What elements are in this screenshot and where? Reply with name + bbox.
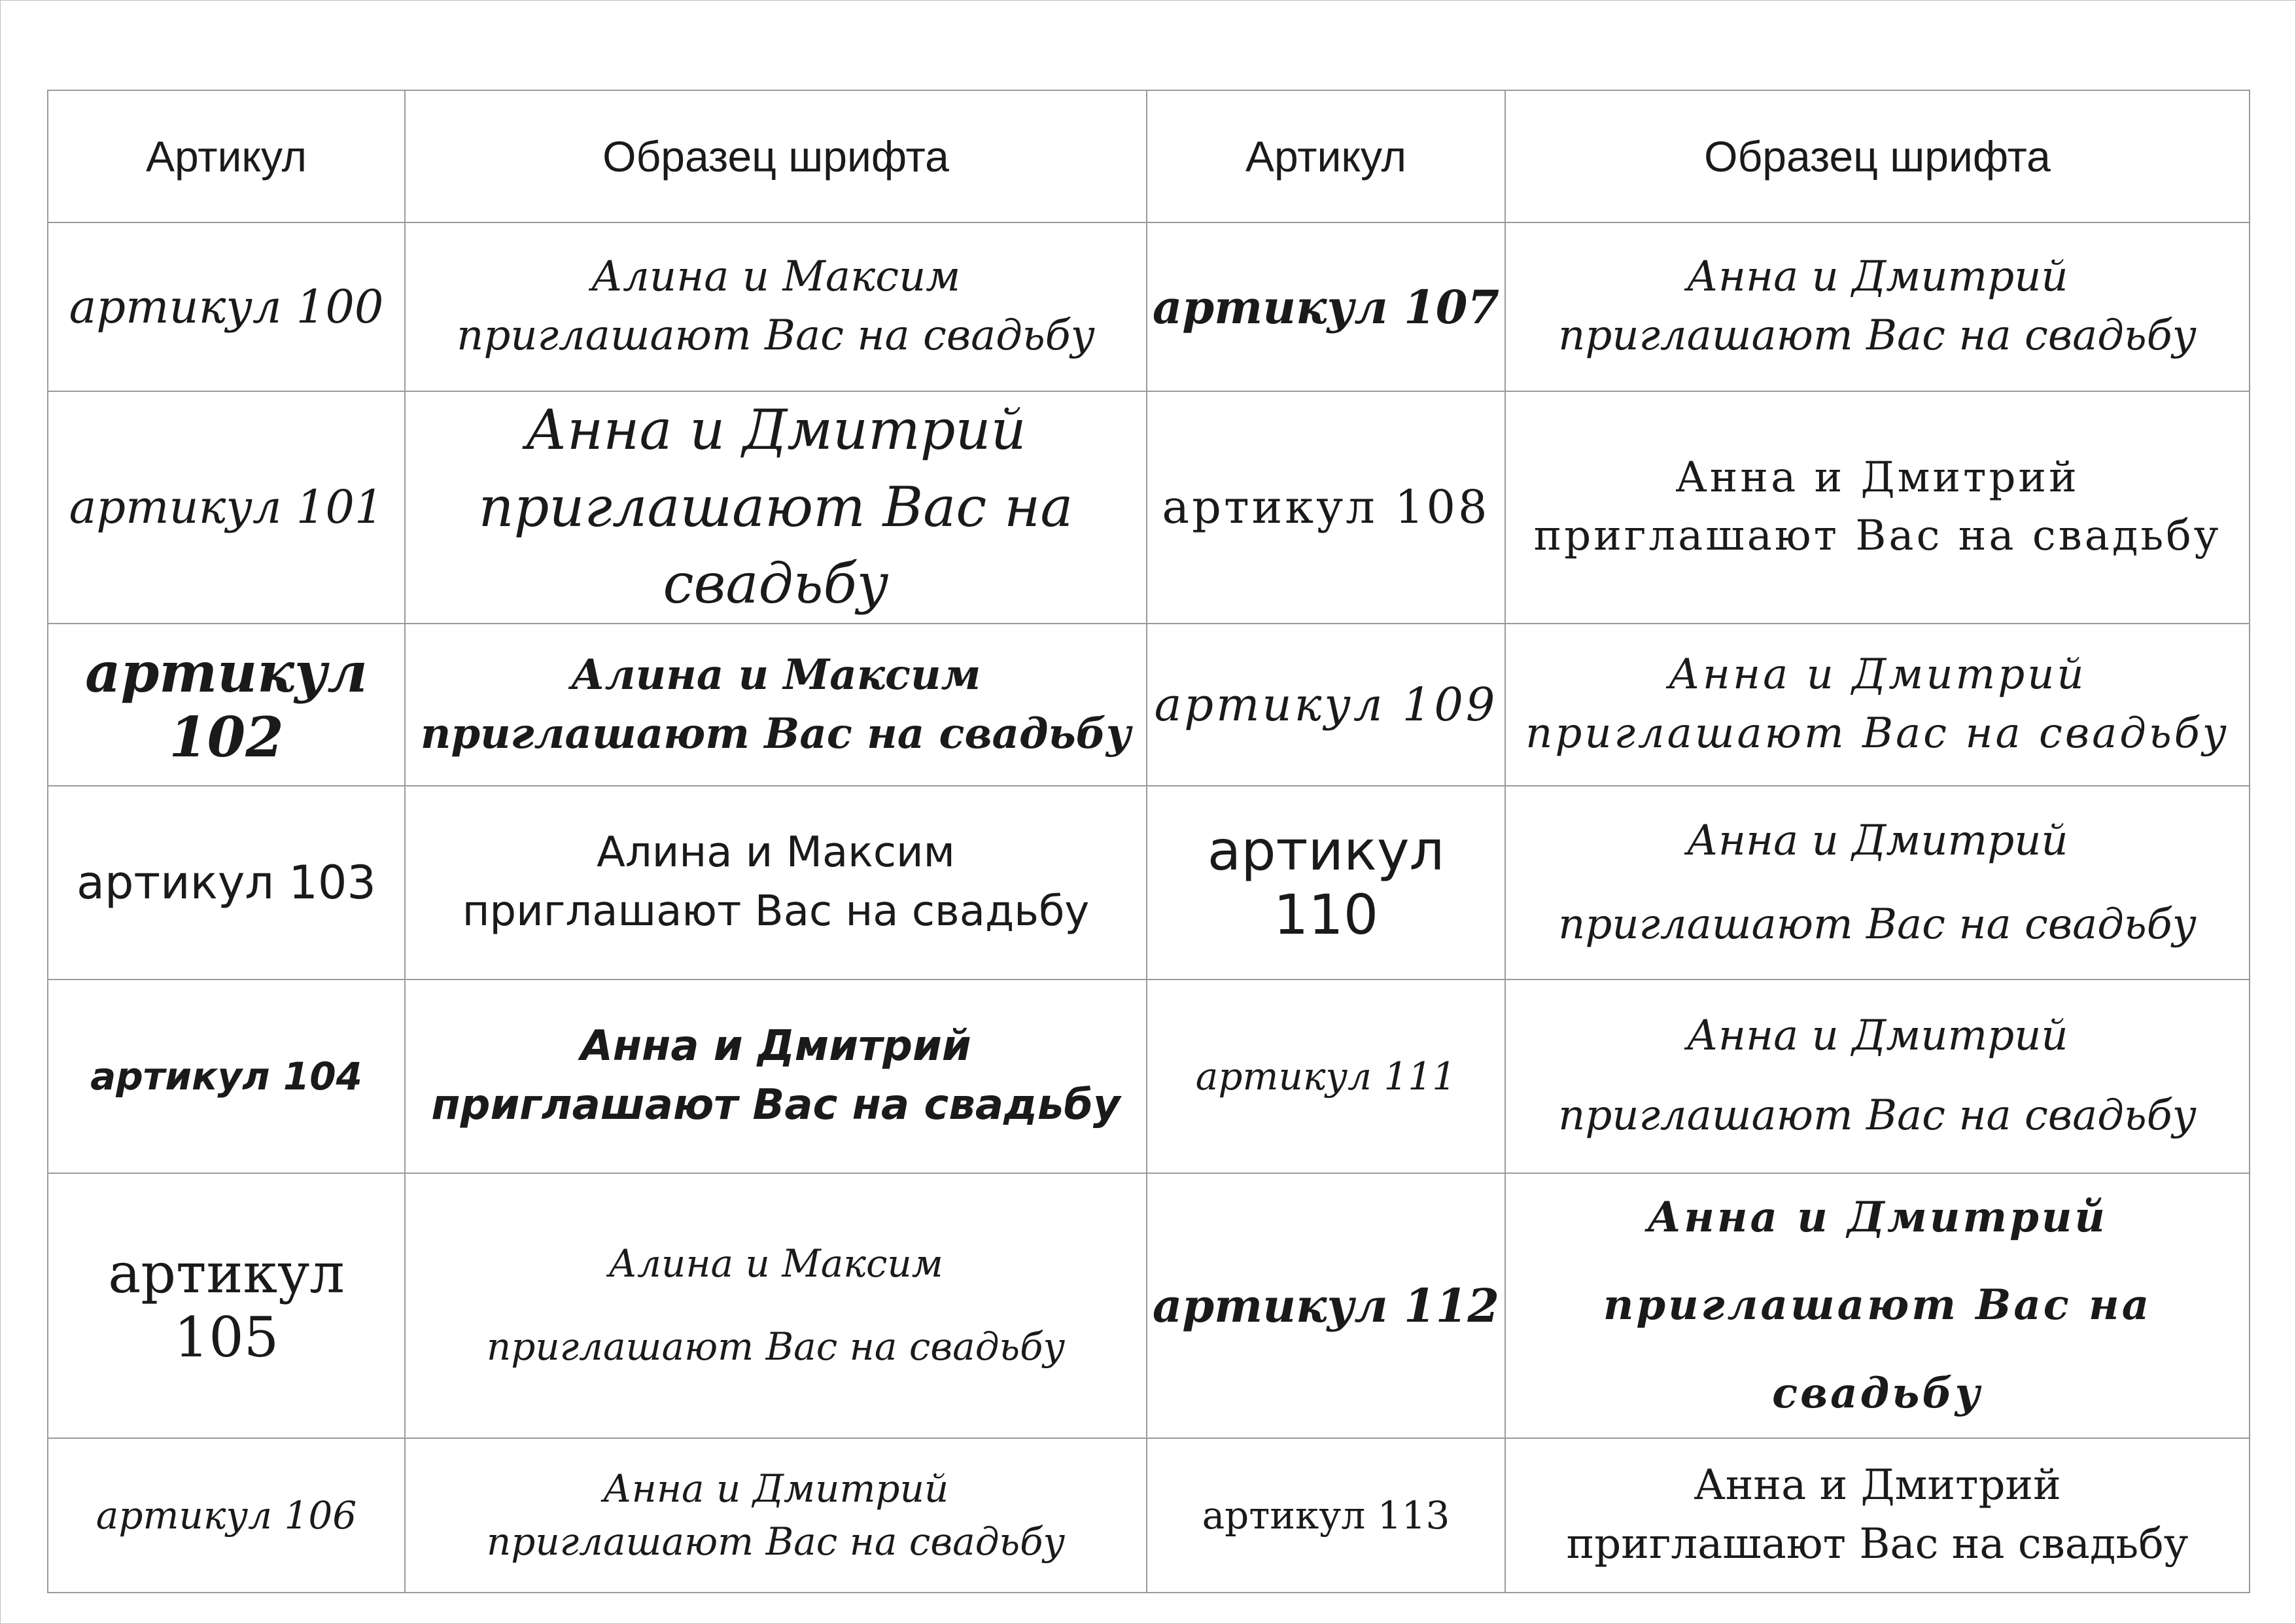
table-row	[48, 624, 2250, 786]
sample-line-2: приглашают Вас на свадьбу	[1603, 1280, 2152, 1418]
sample-line-1: Анна и Дмитрий	[1686, 816, 2068, 865]
code-cell: артикул 105	[48, 1173, 405, 1438]
table-row	[48, 786, 2250, 980]
sample-line-1: Анна и Дмитрий	[580, 1022, 971, 1071]
sample-line-1: Анна и Дмитрий	[1686, 253, 2068, 302]
sample-line-1: Алина и Максим	[597, 828, 955, 877]
sample-line-2: приглашают Вас на свадьбу	[462, 887, 1090, 936]
sample-cell	[405, 1173, 1147, 1438]
table-row	[48, 980, 2250, 1173]
sample-line-2: приглашают Вас на свадьбу	[486, 1324, 1066, 1369]
code-cell: артикул 111	[1147, 980, 1505, 1173]
sample-line-1: Анна и Дмитрий	[1694, 1461, 2061, 1510]
sample-line-2: приглашают Вас на свадьбу	[1558, 900, 2197, 949]
sample-cell	[1505, 624, 2250, 786]
code-cell: артикул 104	[48, 980, 405, 1173]
sample-cell	[405, 1438, 1147, 1593]
sample-line-1: Анна и Дмитрий	[1675, 453, 2079, 502]
header-sample-right: Образец шрифта	[1505, 90, 2250, 222]
code-cell: артикул 101	[48, 391, 405, 624]
header-sample-left: Образец шрифта	[405, 90, 1147, 222]
sample-line-2: приглашают Вас на свадьбу	[1558, 1091, 2197, 1140]
code-cell: артикул 113	[1147, 1438, 1505, 1593]
code-cell: артикул 106	[48, 1438, 405, 1593]
sample-cell	[1505, 980, 2250, 1173]
sample-line-1: Анна и Дмитрий	[602, 1466, 949, 1511]
sample-cell	[1505, 1173, 2250, 1438]
sample-line-2: приглашают Вас на свадьбу	[1533, 512, 2221, 561]
code-cell: артикул 110	[1147, 786, 1505, 980]
sample-line-2: приглашают Вас на свадьбу	[1558, 311, 2197, 360]
code-cell: артикул 108	[1147, 391, 1505, 624]
code-cell: артикул 100	[48, 222, 405, 391]
sample-line-2: приглашают Вас на свадьбу	[1566, 1519, 2189, 1568]
sample-line-1: Анна и Дмитрий	[1647, 1192, 2108, 1242]
sample-cell	[1505, 786, 2250, 980]
sample-line-1: Алина и Максим	[570, 650, 981, 700]
sample-cell	[1505, 1438, 2250, 1593]
sample-cell	[405, 980, 1147, 1173]
sample-cell	[405, 786, 1147, 980]
sample-cell	[1505, 391, 2250, 624]
sample-cell	[405, 391, 1147, 624]
table-row	[48, 222, 2250, 391]
sample-line-1: Алина и Максим	[608, 1241, 943, 1286]
sample-line-1: Алина и Максим	[591, 253, 961, 302]
sample-cell	[405, 624, 1147, 786]
header-code-left: Артикул	[48, 90, 405, 222]
sample-line-2: приглашают Вас на свадьбу	[431, 1080, 1121, 1129]
code-cell: артикул 107	[1147, 222, 1505, 391]
sample-cell	[1505, 222, 2250, 391]
code-cell: артикул 102	[48, 624, 405, 786]
sample-line-2: приглашают Вас на свадьбу	[478, 474, 1073, 616]
sample-line-2: приглашают Вас на свадьбу	[457, 311, 1095, 360]
sample-line-1: Анна и Дмитрий	[1686, 1012, 2068, 1061]
table-row	[48, 1438, 2250, 1593]
sample-line-2: приглашают Вас на свадьбу	[486, 1519, 1066, 1564]
sample-line-2: приглашают Вас на свадьбу	[420, 709, 1132, 758]
code-cell: артикул 112	[1147, 1173, 1505, 1438]
code-cell: артикул 109	[1147, 624, 1505, 786]
sample-line-1: Анна и Дмитрий	[525, 398, 1026, 462]
sample-line-1: Анна и Дмитрий	[1668, 650, 2087, 699]
header-code-right: Артикул	[1147, 90, 1505, 222]
table-row	[48, 391, 2250, 624]
sample-line-2: приглашают Вас на свадьбу	[1525, 709, 2229, 758]
font-catalog-table	[47, 90, 2250, 1593]
header-row	[48, 90, 2250, 222]
sample-cell	[405, 222, 1147, 391]
table-row	[48, 1173, 2250, 1438]
code-cell: артикул 103	[48, 786, 405, 980]
